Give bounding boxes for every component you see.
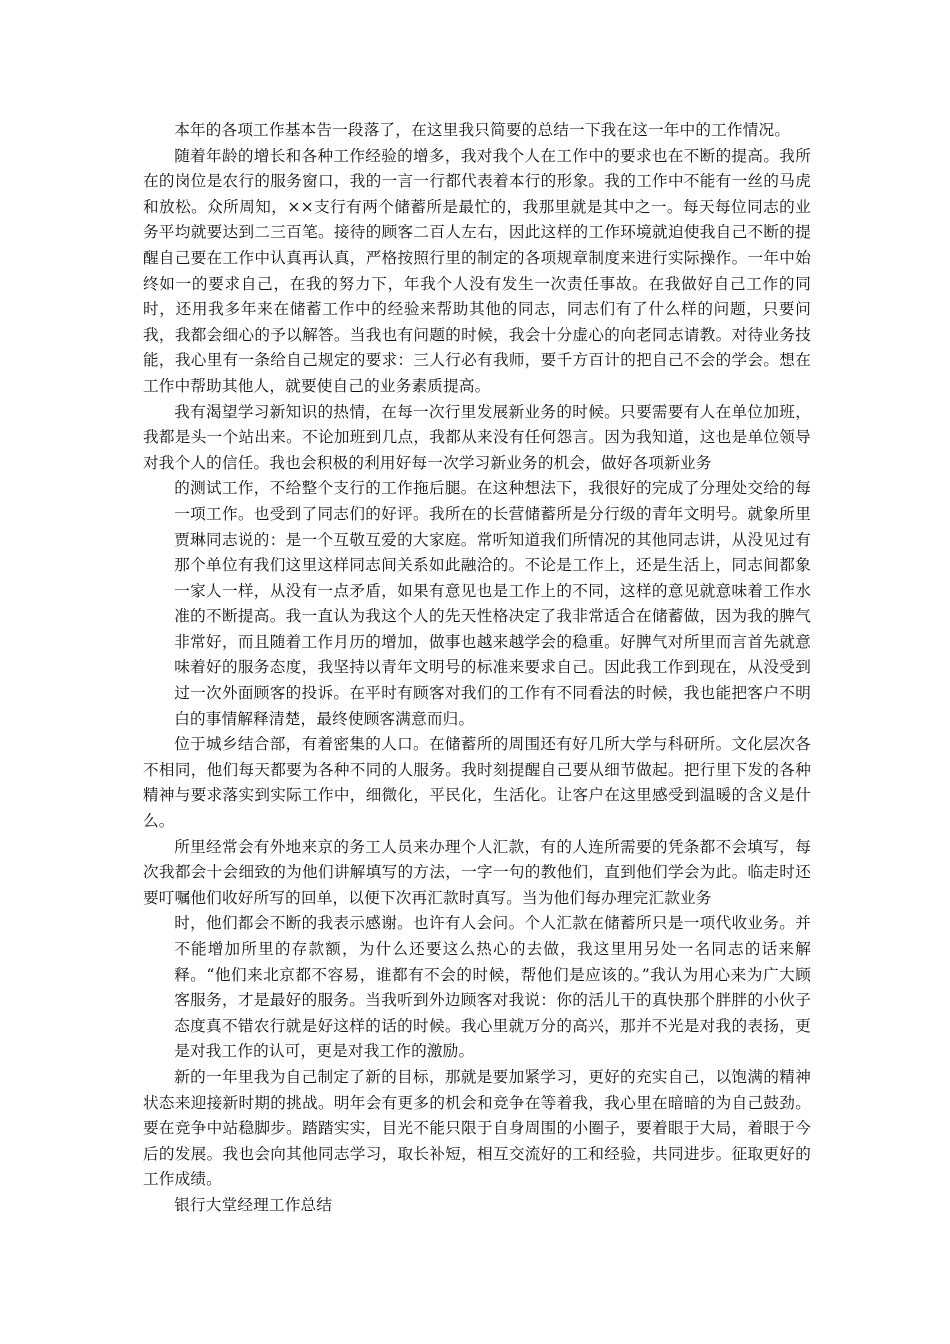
paragraph-gratitude: 时，他们都会不断的我表示感谢。也许有人会问。个人汇款在储蓄所只是一项代收业务。并不能增加所里的存款额，为什么还要这么热心的去做，我这里用另处一名同志的话来解释。“他们来北京都不容易，谁都有不会的时候，帮他们是应该的。”我认为用心来为广大顾客服务，才是最好的服务。当我听到外边顾客对我说：你的活儿干的真快那个胖胖的小伙子态度真不错农行就是好这样的话的时候。我心里就万分的高兴，那并不光是对我的表扬，更是对我工作的认可，更是对我工作的激励。 <box>174 914 811 1061</box>
paragraph-learning: 我有渴望学习新知识的热情，在每一次行里发展新业务的时候。只要需要有人在单位加班，我都是头一个站出来。不论加班到几点，我都从来没有任何怨言。因为我知道，这也是单位领导对我个人的信任。我也会积极的利用好每一次学习新业务的机会，做好各项新业务 <box>143 402 811 472</box>
paragraph-work-requirements: 随着年龄的增长和各种工作经验的增多，我对我个人在工作中的要求也在不断的提高。我所在的岗位是农行的服务窗口，我的一言一行都代表着本行的形象。我的工作中不能有一丝的马虎和放松。众所周知，××支行有两个储蓄所是最忙的，我那里就是其中之一。每天每位同志的业务平均就要达到二三百笔。接待的顾客二百人左右，因此这样的工作环境就迫使我自己不断的提醒自己要在工作中认真再认真，严格按照行里的制定的各项规章制度来进行实际操作。一年中始终如一的要求自己，在我的努力下，年我个人没有发生一次责任事故。在我做好自己工作的同时，还用我多年来在储蓄工作中的经验来帮助其他的同志，同志们有了什么样的问题，只要问我，我都会细心的予以解答。当我也有问题的时候，我会十分虚心的向老同志请教。对待业务技能，我心里有一条给自己规定的要求：三人行必有我师，要千方百计的把自己不会的学会。想在工作中帮助其他人，就要使自己的业务素质提高。 <box>143 146 811 395</box>
paragraph-remittance: 所里经常会有外地来京的务工人员来办理个人汇款，有的人连所需要的凭条都不会填写，每次我都会十会细致的为他们讲解填写的方法，一字一句的教他们，直到他们学会为此。临走时还要叮嘱他们收好所写的回单，以便下次再汇款时真写。当为他们每办理完汇款业务 <box>143 837 811 907</box>
paragraph-testing-work: 的测试工作，不给整个支行的工作拖后腿。在这种想法下，我很好的完成了分理处交给的每一项工作。也受到了同志们的好评。我所在的长营储蓄所是分行级的青年文明号。就象所里贾琳同志说的：是一个互敬互爱的大家庭。常听知道我们所情况的其他同志讲，从没见过有那个单位有我们这里这样同志间关系如此融洽的。不论是工作上，还是生活上，同志间都象一家人一样，从没有一点矛盾，如果有意见也是工作上的不同，这样的意见就意味着工作水准的不断提高。我一直认为我这个人的先天性格决定了我非常适合在储蓄做，因为我的脾气非常好，而且随着工作月历的增加，做事也越来越学会的稳重。好脾气对所里而言首先就意味着好的服务态度，我坚持以青年文明号的标准来要求自己。因此我工作到现在，从没受到过一次外面顾客的投诉。在平时有顾客对我们的工作有不同看法的时候，我也能把客户不明白的事情解释清楚，最终使顾客满意而归。 <box>174 479 811 728</box>
paragraph-intro: 本年的各项工作基本告一段落了，在这里我只简要的总结一下我在这一年中的工作情况。 <box>174 121 791 139</box>
paragraph-new-goals: 新的一年里我为自己制定了新的目标，那就是要加紧学习，更好的充实自己，以饱满的精神状态来迎接新时期的挑战。明年会有更多的机会和竞争在等着我，我心里在暗暗的为自己鼓劲。要在竞争中站稳脚步。踏踏实实，目光不能只限于自身周围的小圈子，要着眼于大局，着眼于今后的发展。我也会向其他同志学习，取长补短，相互交流好的工和经验，共同进步。征取更好的工作成绩。 <box>143 1067 811 1189</box>
closing-title: 银行大堂经理工作总结 <box>174 1195 333 1214</box>
paragraph-location: 位于城乡结合部，有着密集的人口。在储蓄所的周围还有好几所大学与科研所。文化层次各不相同，他们每天都要为各种不同的人服务。我时刻提醒自己要从细节做起。把行里下发的各种精神与要求落实到实际工作中，细微化，平民化，生活化。让客户在这里感受到温暖的含义是什么。 <box>143 735 811 831</box>
document-body <box>143 118 811 1219</box>
